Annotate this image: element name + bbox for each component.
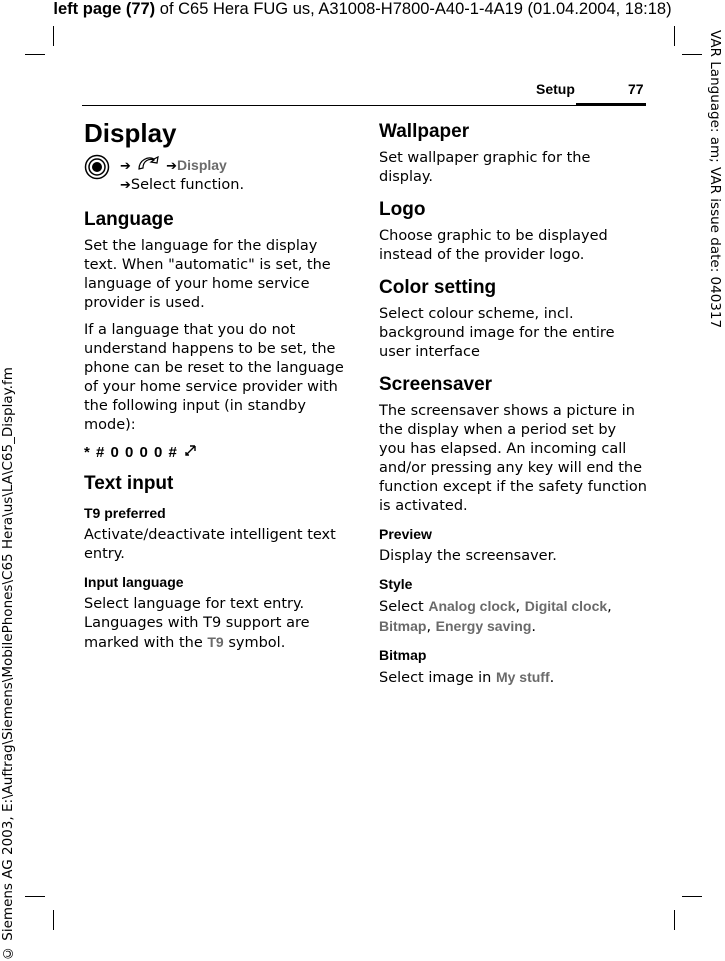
style-option-bitmap: Bitmap	[379, 618, 427, 634]
t9-preferred-heading: T9 preferred	[84, 505, 166, 521]
t9-symbol: T9	[207, 634, 224, 650]
running-header-section: Setup	[536, 81, 575, 97]
crop-mark	[53, 910, 54, 930]
arrow-icon: ➔	[166, 159, 178, 174]
wallpaper-text: Set wallpaper graphic for the display.	[379, 150, 591, 185]
header-rule-accent	[576, 103, 646, 106]
page-number: 77	[628, 81, 644, 97]
bitmap-prefix: Select image in	[379, 670, 496, 686]
crop-mark	[25, 896, 45, 897]
header-rule	[82, 105, 646, 106]
var-language-note: VAR Language: am; VAR issue date: 040317	[707, 30, 723, 329]
copyright-path-note: © Siemens AG 2003, E:\Auftrag\Siemens\MobilePhones\C65 Hera\us\LA\C65_Display.fm	[0, 367, 16, 961]
left-column	[84, 118, 350, 661]
style-text: Select Analog clock, Digital clock, Bitmap, Energy saving.	[379, 598, 612, 635]
crop-mark	[53, 26, 54, 46]
style-prefix: Select	[379, 599, 429, 615]
input-language-heading: Input language	[84, 574, 184, 590]
crop-mark	[25, 54, 45, 55]
color-setting-text: Select colour scheme, incl. background image for the entire user interface	[379, 306, 615, 360]
style-option-analog-clock: Analog clock	[428, 598, 516, 614]
bitmap-text: Select image in My stuff.	[379, 669, 555, 686]
arrow-icon: ➔	[120, 159, 131, 174]
page-title: Display	[84, 118, 177, 148]
menu-path	[84, 154, 350, 195]
input-language-text-a: Select language for text entry. Languages with T9 support are marked with the	[84, 596, 310, 651]
send-key-icon	[183, 443, 199, 459]
style-heading: Style	[379, 576, 413, 592]
logo-text: Choose graphic to be displayed instead of the provider logo.	[379, 228, 608, 263]
language-paragraph-2: If a language that you do not understand happens to be set, the phone can be reset to the language of your home service provider with the following input (in standby mode):	[84, 322, 344, 433]
right-column	[379, 121, 647, 696]
screensaver-text: The screensaver shows a picture in the display when a period set by you has elapsed. An incoming call and/or pressing any key will end the function except if the safety function is activated.	[379, 403, 647, 514]
print-job-line	[0, 0, 725, 18]
t9-preferred-text: Activate/deactivate intelligent text entry.	[84, 527, 336, 562]
crop-mark	[682, 896, 702, 897]
preview-heading: Preview	[379, 526, 432, 542]
input-language-text-b: symbol.	[223, 635, 286, 651]
bitmap-heading: Bitmap	[379, 647, 427, 663]
color-setting-heading: Color setting	[379, 277, 497, 298]
reset-code	[84, 443, 350, 461]
screensaver-heading: Screensaver	[379, 374, 493, 395]
print-job-rest: of C65 Hera FUG us, A31008-H7800-A40-1-4A19 (01.04.2004, 18:18)	[155, 0, 672, 18]
language-paragraph-1: Set the language for the display text. When "automatic" is set, the language of your home service provider is used.	[84, 238, 331, 311]
path-action: Select function.	[130, 177, 245, 193]
menu-item-display: Display	[177, 157, 227, 173]
logo-heading: Logo	[379, 199, 426, 220]
navigation-key-icon	[84, 154, 110, 180]
settings-menu-icon	[136, 154, 162, 174]
style-option-energy-saving: Energy saving	[435, 618, 532, 634]
arrow-icon: ➔	[120, 178, 131, 193]
print-job-bold: left page (77)	[53, 0, 156, 18]
text-input-heading: Text input	[84, 473, 174, 494]
preview-text: Display the screensaver.	[379, 548, 557, 564]
language-heading: Language	[84, 209, 174, 230]
crop-mark	[682, 54, 702, 55]
input-language-text	[84, 595, 350, 653]
crop-mark	[674, 910, 675, 930]
reset-code-text: * # 0 0 0 0 #	[84, 444, 178, 461]
style-option-digital-clock: Digital clock	[524, 598, 608, 614]
wallpaper-heading: Wallpaper	[379, 121, 470, 142]
my-stuff-link: My stuff	[495, 669, 550, 685]
crop-mark	[674, 26, 675, 46]
